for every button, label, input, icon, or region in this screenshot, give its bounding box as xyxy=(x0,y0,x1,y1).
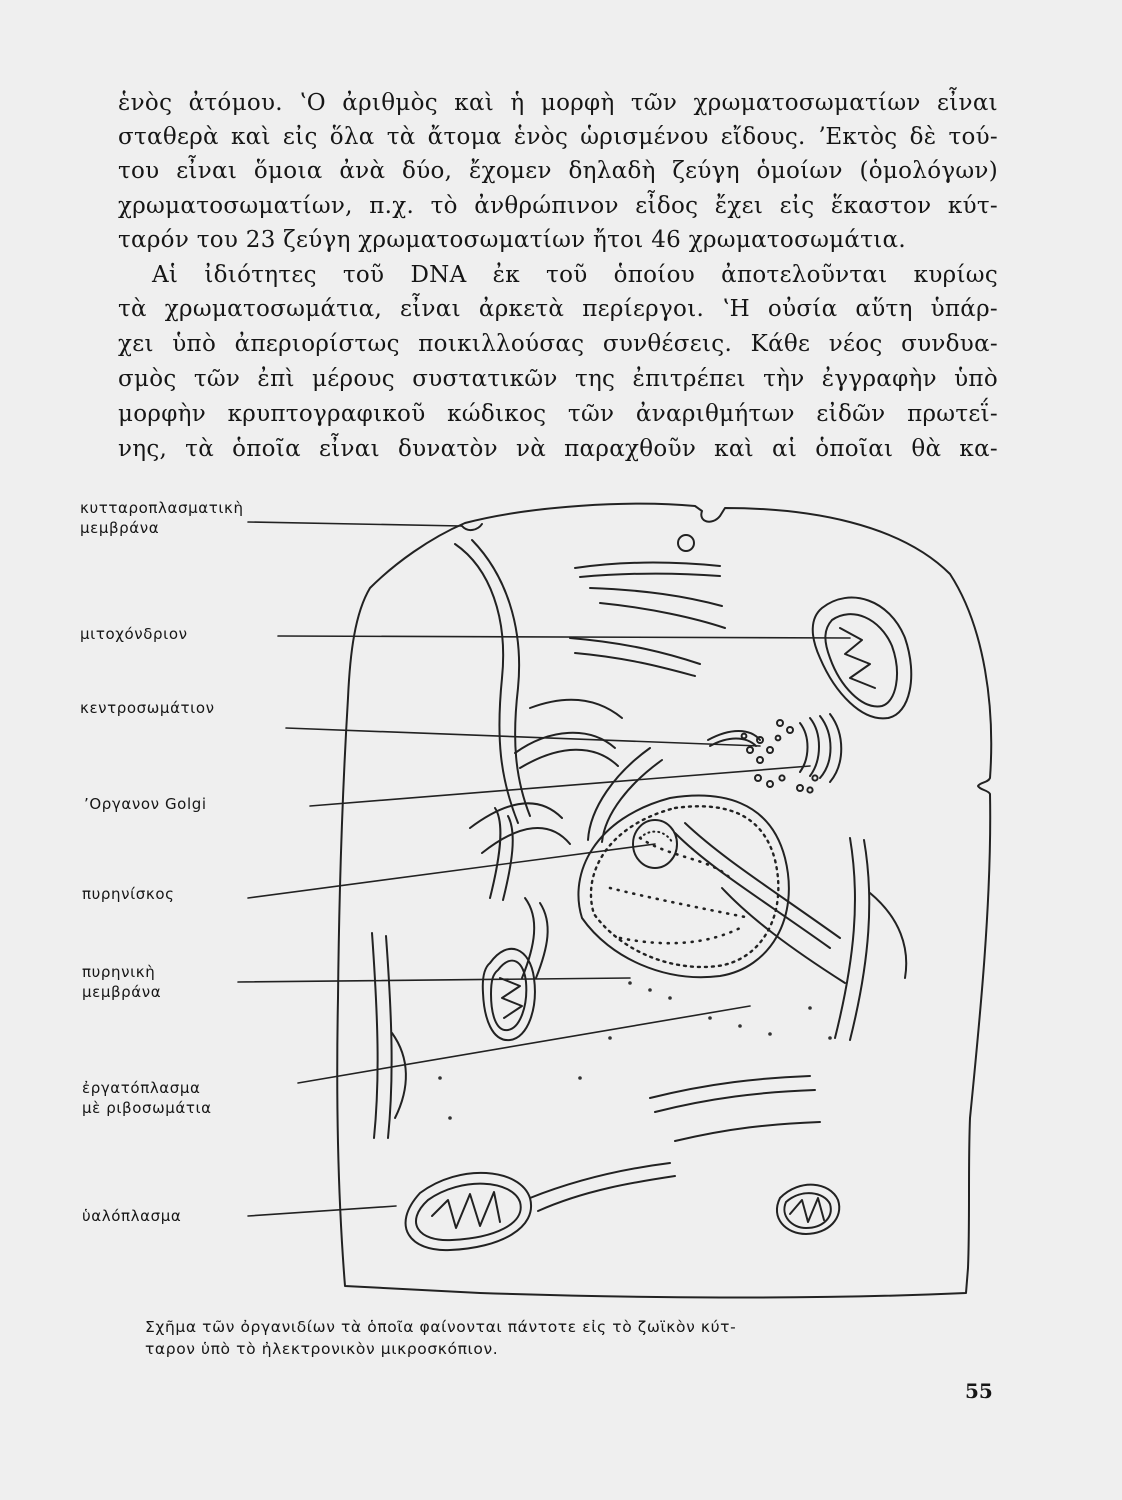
text-line: σταθερὰ καὶ εἰς ὅλα τὰ ἄτομα ἑνὸς ὡρισμένου εἴδους. ʼΕκτὸς δὲ τού- xyxy=(118,124,998,150)
figure-caption xyxy=(145,1316,990,1360)
label-cytoplasmic-membrane xyxy=(80,498,244,538)
page-number: 55 xyxy=(965,1379,993,1403)
label-golgi xyxy=(84,794,207,814)
label-line: μεμβράνα xyxy=(80,519,160,537)
label-hyaloplasm xyxy=(82,1206,181,1226)
mitochondrion-bottom-left xyxy=(406,1173,532,1250)
label-line: ʼΟργανον Golgi xyxy=(84,795,207,813)
ribosome-dots xyxy=(438,981,832,1120)
label-line: κυτταροπλασματικὴ xyxy=(80,499,244,517)
label-nucleolus xyxy=(82,884,175,904)
label-line: πυρηνίσκος xyxy=(82,885,175,903)
leader-lines xyxy=(238,522,850,1216)
text-line: Αἱ ἰδιότητες τοῦ DNA ἐκ τοῦ ὁποίου ἀποτελοῦνται κυρίως xyxy=(152,262,998,288)
nucleus xyxy=(578,796,788,978)
mitochondrion-bottom-right xyxy=(777,1185,839,1234)
text-line: του εἶναι ὅμοια ἀνὰ δύο, ἔχομεν δηλαδὴ ζεύγη ὁμοίων (ὁμολόγων) xyxy=(118,158,998,184)
label-centrosome xyxy=(80,698,215,718)
caption-line: ταρον ὑπὸ τὸ ἠλεκτρονικὸν μικροσκόπιον. xyxy=(145,1340,499,1358)
cell-membrane-notch xyxy=(462,524,482,530)
centrosome xyxy=(708,731,780,763)
text-line: νης, τὰ ὁποῖα εἶναι δυνατὸν νὰ παραχθοῦν καὶ αἱ ὁποῖαι θὰ κα- xyxy=(118,436,998,462)
label-nuclear-membrane xyxy=(82,962,161,1002)
label-line: μεμβράνα xyxy=(82,983,162,1001)
text-line: ἑνὸς ἀτόμου. ʽΟ ἀριθμὸς καὶ ἡ μορφὴ τῶν χρωματοσωματίων εἶναι xyxy=(118,90,998,116)
label-line: πυρηνικὴ xyxy=(82,963,156,981)
mitochondria xyxy=(406,598,912,1251)
label-line: κεντροσωμάτιον xyxy=(80,699,215,717)
animal-cell-figure xyxy=(80,478,1010,1338)
caption-line: Σχῆμα τῶν ὀργανιδίων τὰ ὁποῖα φαίνονται πάντοτε εἰς τὸ ζωϊκὸν κύτ- xyxy=(145,1318,737,1336)
text-line: χρωματοσωματίων, π.χ. τὸ ἀνθρώπινον εἶδος ἔχει εἰς ἕκαστον κύτ- xyxy=(118,193,998,219)
mitochondrion-upper-right xyxy=(813,598,912,719)
text-line: τὰ χρωματοσωμάτια, εἶναι ἀρκετὰ περίεργοι. ʽΗ οὐσία αὕτη ὑπάρ- xyxy=(118,296,998,322)
text-line: μορφὴν κρυπτογραφικοῦ κώδικος τῶν ἀναριθμήτων εἰδῶν πρωτεΐ- xyxy=(118,401,998,427)
cell-diagram-drawing xyxy=(110,478,1010,1338)
text-line: ταρόν του 23 ζεύγη χρωματοσωματίων ἤτοι 46 χρωματοσωμάτια. xyxy=(118,227,906,253)
label-mitochondrion xyxy=(80,624,188,644)
text-line: χει ὑπὸ ἀπεριορίστως ποικιλλούσας συνθέσεις. Κάθε νέος συνδυα- xyxy=(118,331,998,357)
label-line: ἐργατόπλασμα xyxy=(82,1079,201,1097)
text-line: σμὸς τῶν ἐπὶ μέρους συστατικῶν της ἐπιτρέπει τὴν ἐγγραφὴν ὑπὸ xyxy=(118,366,998,392)
nuclear-membrane xyxy=(578,796,788,978)
label-ergastoplasm xyxy=(82,1078,212,1118)
label-line: μιτοχόνδριον xyxy=(80,625,188,643)
label-line: μὲ ριβοσωμάτια xyxy=(82,1099,212,1117)
label-line: ὑαλόπλασμα xyxy=(82,1207,182,1225)
